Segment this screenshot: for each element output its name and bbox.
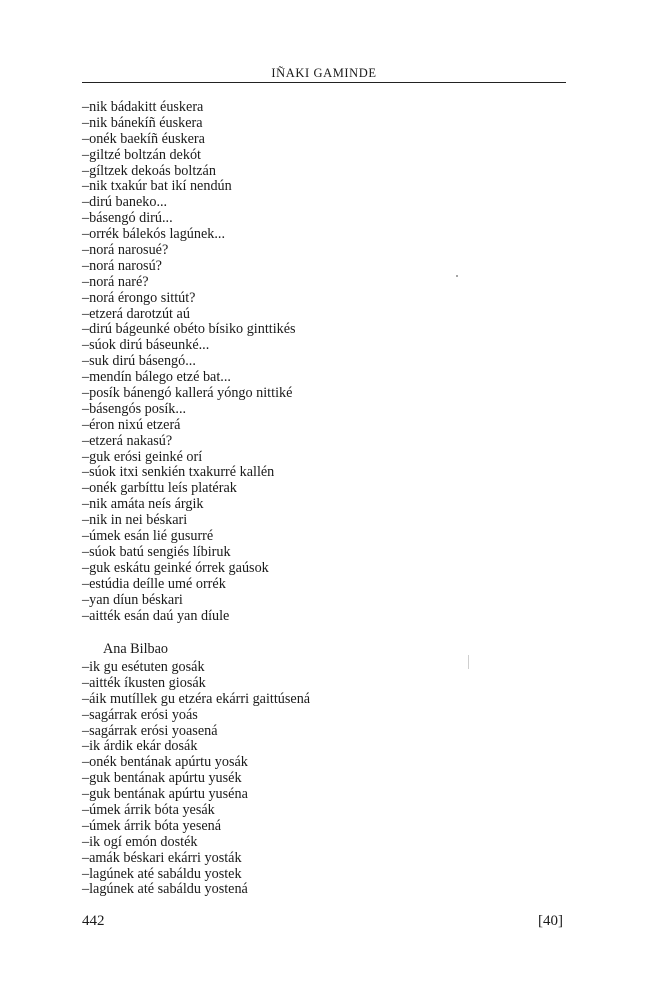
dialogue-lines-block-2 (82, 660, 310, 898)
text-line: –suk dirú básengó... (82, 353, 196, 370)
text-line: –nik txakúr bat ikí nendún (82, 178, 232, 195)
text-line: –guk erósi geinké orí (82, 448, 203, 465)
text-line: –nik in nei béskari (82, 512, 188, 529)
text-line: –súok batú sengiés líbiruk (82, 543, 231, 560)
text-line: –giltzé boltzán dekót (82, 146, 201, 163)
section-heading: Ana Bilbao (103, 641, 169, 657)
text-line: –aitték íkusten giosák (82, 674, 206, 691)
running-header: IÑAKI GAMINDE (271, 66, 377, 80)
scan-speck (456, 275, 458, 277)
text-line: –nik bádakitt éuskera (82, 99, 204, 115)
text-line: –nik bánekíñ éuskera (82, 114, 203, 131)
text-line: –posík bánengó kallerá yóngo nittiké (82, 385, 293, 402)
text-line: –onék garbíttu leís platérak (82, 480, 237, 497)
text-line: –lagúnek até sabáldu yostek (82, 865, 242, 882)
header-rule (82, 82, 566, 83)
text-line: –guk eskátu geinké órrek gaúsok (82, 559, 269, 576)
page-number: 442 (82, 913, 105, 929)
text-line: –úmek esán lié gusurré (82, 528, 214, 545)
text-line: –mendín bálego etzé bat... (82, 369, 231, 386)
text-line: –lagúnek até sabáldu yostená (82, 881, 248, 898)
text-line: –básengó dirú... (82, 210, 173, 227)
text-line: –etzerá darotzút aú (82, 305, 190, 322)
text-line: –nik amáta neís árgik (82, 496, 204, 513)
text-line: –sagárrak erósi yoás (82, 706, 198, 723)
text-line: –norá narosú? (82, 257, 162, 274)
text-line: –yan díun béskari (82, 591, 183, 608)
text-line: –súok dirú báseunké... (82, 337, 210, 354)
text-line: –norá naré? (82, 273, 149, 290)
text-line: –aitték esán daú yan díule (82, 607, 230, 624)
text-line: –onék bentának apúrtu yosák (82, 754, 248, 771)
text-line: –ik árdik ekár dosák (82, 738, 198, 755)
text-line: –súok itxi senkién txakurré kallén (82, 464, 275, 481)
text-line: –gíltzek dekoás boltzán (82, 162, 216, 179)
text-line: –úmek árrik bóta yesená (82, 817, 222, 834)
text-line: –úmek árrik bóta yesák (82, 802, 215, 819)
text-line: –éron nixú etzerá (82, 416, 181, 433)
text-line: –guk bentának apúrtu yusék (82, 770, 242, 787)
folio-number: [40] (538, 913, 563, 929)
text-line: –básengós posík... (82, 400, 187, 417)
text-line: –onék baekíñ éuskera (82, 130, 205, 147)
text-line: –orrék bálekós lagúnek... (82, 226, 226, 243)
text-line: –dirú bágeunké obéto bísiko ginttikés (82, 321, 296, 338)
text-line: –sagárrak erósi yoasená (82, 722, 218, 739)
text-line: –ik gu esétuten gosák (82, 659, 205, 675)
text-line: –dirú baneko... (82, 194, 168, 211)
text-line: –etzerá nakasú? (82, 432, 173, 449)
text-line: –áik mutíllek gu etzéra ekárri gaittúsená (82, 690, 311, 707)
text-line: –estúdia deílle umé orrék (82, 575, 226, 592)
text-line: –ik ogí emón dosték (82, 833, 198, 850)
scan-mark (468, 655, 469, 669)
text-line: –amák béskari ekárri yosták (82, 849, 242, 866)
text-line: –norá narosué? (82, 242, 169, 259)
dialogue-lines-block-1 (82, 100, 296, 624)
text-line: –guk bentának apúrtu yuséna (82, 786, 248, 803)
text-line: –norá érongo sittút? (82, 289, 196, 306)
